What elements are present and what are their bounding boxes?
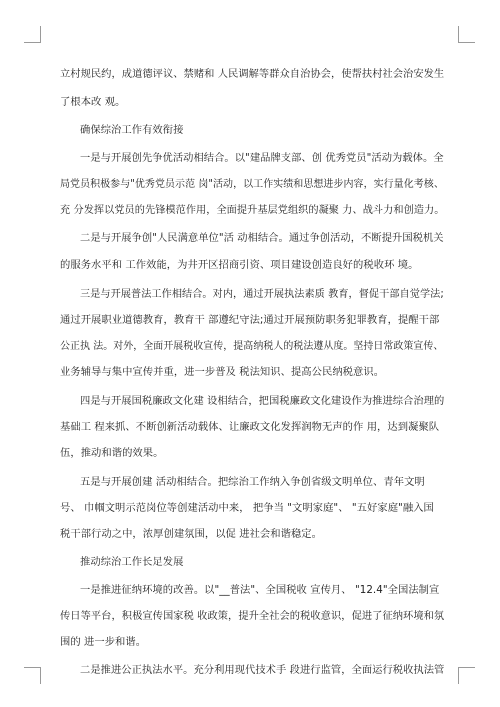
section-heading: 确保综治工作有效衔接 bbox=[80, 124, 184, 136]
text-line: 五是与开展创建 活动相结合。把综治工作纳入争创省级文明单位、青年文明 bbox=[80, 476, 425, 488]
text-line: 业务辅导与集中宣传并重，进一步普及 税法知识、提高公民纳税意识。 bbox=[60, 366, 385, 378]
section-heading: 推动综治工作长足发展 bbox=[80, 556, 184, 568]
crop-mark-top-left bbox=[24, 26, 41, 43]
text-line: 充 分发挥以党员的先锋模范作用，全面提升基层党组织的凝聚 力、战斗力和创造力。 bbox=[60, 204, 445, 216]
text-line: 四是与开展国税廉政文化建 设相结合，把国税廉政文化建设作为推进综合治理的 bbox=[80, 395, 445, 407]
text-line: 通过开展职业道德教育，教育干 部遵纪守法;通过开展预防职务犯罪教育，提醒干部 bbox=[60, 314, 440, 326]
text-line: 的服务水平和 工作效能，为井开区招商引资、项目建设创造良好的税收环 境。 bbox=[60, 259, 419, 271]
text-line: 了根本改 观。 bbox=[60, 96, 126, 108]
text-line: 一是与开展创先争优活动相结合。以"建品牌支部、创 优秀党员"活动为载体。全 bbox=[80, 152, 444, 164]
crop-mark-bottom-left bbox=[24, 667, 41, 684]
text-line: 立村规民约，成道德评议、禁赌和 人民调解等群众自治协会，使帮扶村社会治安发生 bbox=[60, 68, 445, 80]
text-line: 二是推进公正执法水平。充分利用现代技术手 段进行监管，全面运行税收执法管 bbox=[80, 664, 445, 676]
text-line: 传日等平台，积极宣传国家税 收政策，提升全社会的税收意识，促进了征纳环境和氛 bbox=[60, 610, 445, 622]
text-line: 局党员积极参与"优秀党员示范 岗"活动，以工作实绩和思想进步内容，实行量化考核、 bbox=[60, 178, 444, 190]
crop-mark-top-right bbox=[458, 26, 475, 43]
text-line: 围的 进一步和谐。 bbox=[60, 636, 147, 648]
text-line: 二是与开展争创"人民满意单位"活 动相结合。通过争创活动，不断提升国税机关 bbox=[80, 232, 444, 244]
text-line: 一是推进征纳环境的改善。以"__普法"、全国税收 宣传月、 "12.4"全国法制宣 bbox=[80, 584, 440, 596]
text-line: 号、 巾帼文明示范岗位等创建活动中来， 把争当 "文明家庭"、 "五好家庭"融入国 bbox=[60, 502, 434, 514]
text-line: 基础工 程来抓、不断创新活动载体、让廉政文化发挥润物无声的作 用，达到凝聚队 bbox=[60, 421, 440, 433]
crop-mark-bottom-right bbox=[458, 667, 475, 684]
text-line: 公正执 法。对外，全面开展税收宣传，提高纳税人的税法遵从度。坚持日常政策宣传、 bbox=[60, 340, 444, 352]
text-line: 税干部行动之中，浓厚创建氛围，以促 进社会和谐稳定。 bbox=[60, 528, 322, 540]
text-line: 伍，推动和谐的效果。 bbox=[60, 447, 164, 459]
text-line: 三是与开展普法工作相结合。对内，通过开展执法素质 教育，督促干部自觉学法; bbox=[80, 288, 444, 300]
